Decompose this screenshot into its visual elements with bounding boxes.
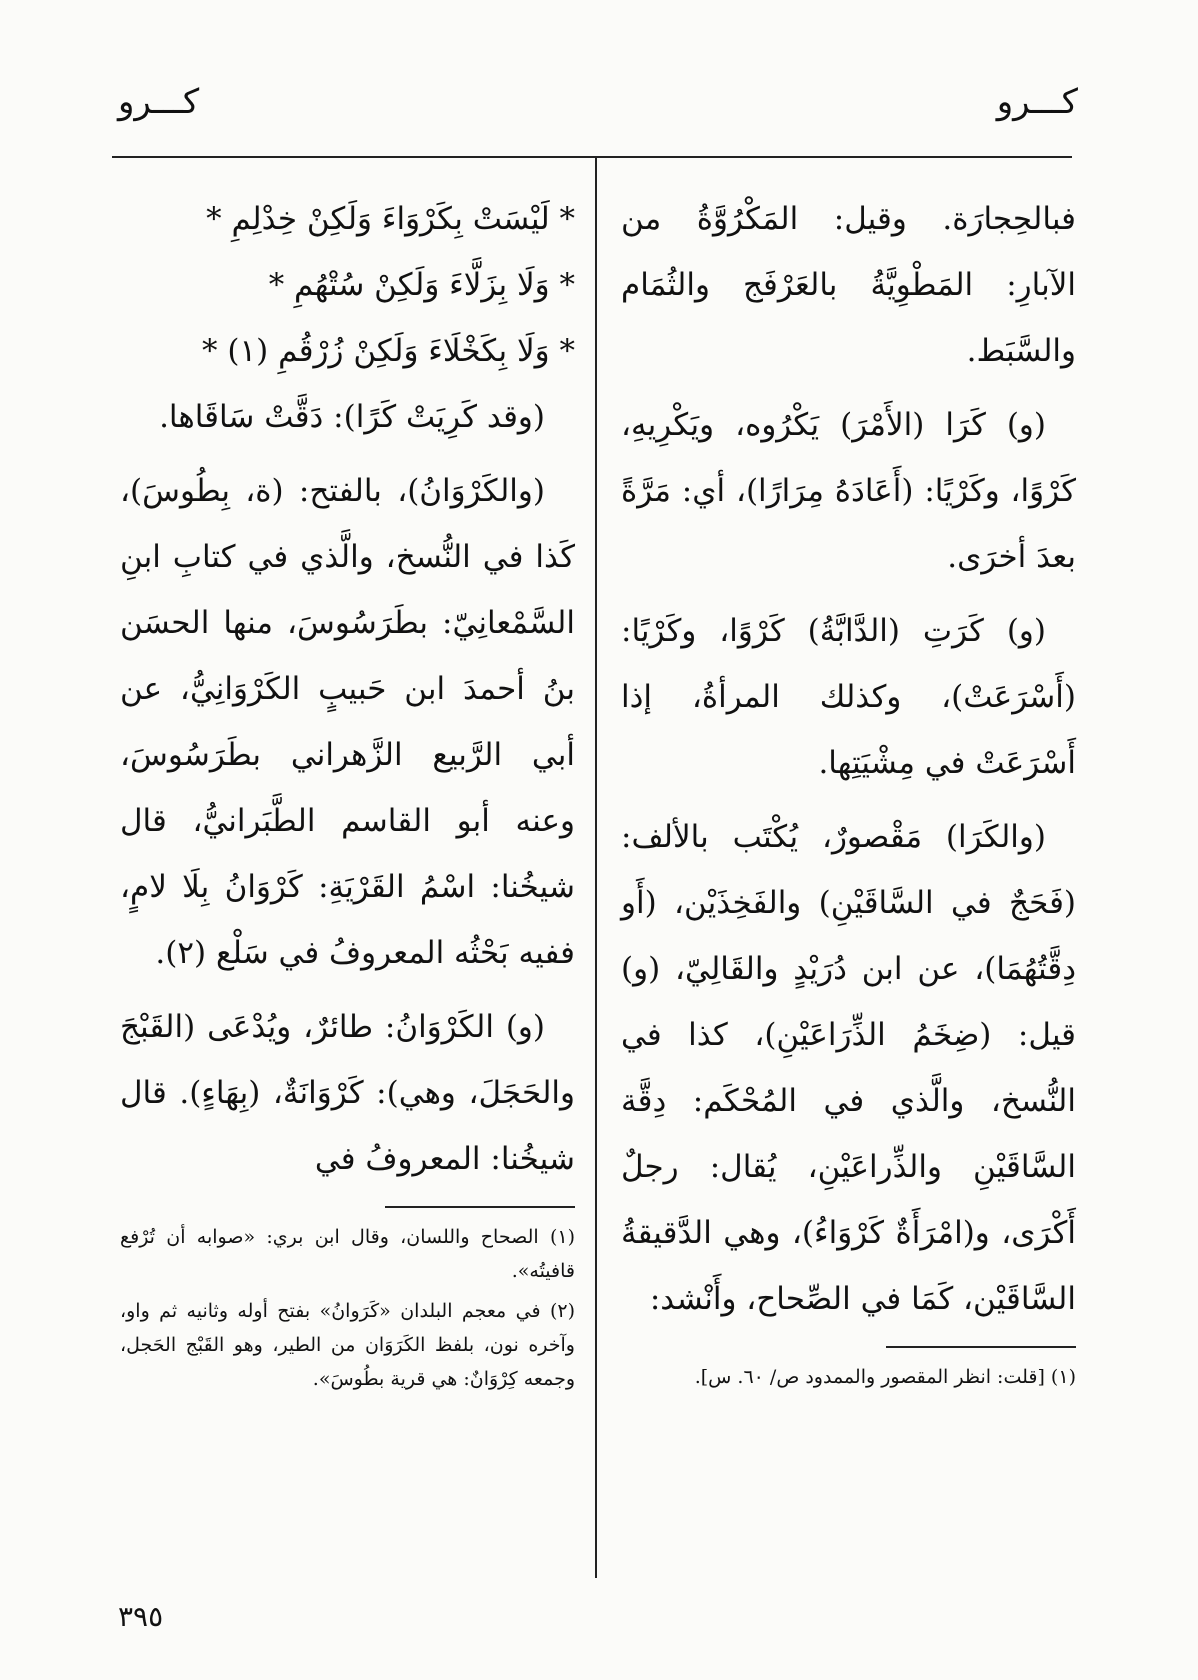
poem-verse: * وَلَا بِكَخْلَاءَ وَلَكِنْ زُرْقُمِ (١) *: [202, 333, 575, 369]
entry-paragraph: (و) كَرَتِ (الدَّابَّةُ) كَرْوًا، وكَرْيًا: (أَسْرَعَتْ)، وكذلك المرأةُ، إذا أَسْرَعَتْ في مِشْيَتِها.: [621, 613, 1076, 781]
footnote-rule: [385, 1206, 575, 1208]
entry-paragraph: (و) الكَرْوَانُ: طائرٌ، ويُدْعَى (القَبْجَ والحَجَلَ، وهي): كَرْوَانَةٌ، (بِهَاءٍ). قال شيخُنا: المعروفُ في: [120, 1009, 575, 1177]
poem-verse: * لَيْسَتْ بِكَرْوَاءَ وَلَكِنْ خِدْلِمِ *: [206, 201, 575, 237]
entry-paragraph: (وقد كَرِيَتْ كَرًا): دَقَّتْ سَاقَاها.: [159, 399, 545, 435]
footnote: (١) [قلت: انظر المقصور والممدود ص/ ٦٠. س].: [694, 1366, 1076, 1388]
page-number: ٣٩٥: [118, 1600, 164, 1633]
entry-paragraph: فبالحِجارَة. وقيل: المَكْرُوَّةُ من الآبارِ: المَطْوِيَّةُ بالعَرْفَج والثُمَام والسَّبَط.: [621, 201, 1076, 369]
column-divider: [595, 158, 597, 1578]
poem-verse: * وَلَا بِزَلَّاءَ وَلَكِنْ سُتْهُمِ *: [268, 267, 575, 303]
footnote: (١) الصحاح واللسان، وقال ابن بري: «صوابه أن تُرْفع قافيتُه».: [120, 1226, 575, 1282]
entry-paragraph: (والكَرَا) مَقْصورٌ، يُكْتَب بالألف: (فَحَجٌ في السَّاقَيْنِ) والفَخِذَيْن، (أَو دِقَّتُهُمَا)، عن ابن دُرَيْدٍ والقَالِيّ، (و) قيل: (ضِخَمُ الذِّرَاعَيْنِ)، كذا في النُّسخ، والَّذي في المُحْكَم: دِقَّة السَّاقَيْنِ والذِّراعَيْنِ، يُقال: رجلٌ أَكْرَى، و(امْرَأَةٌ كَرْوَاءُ)، وهي الدَّقيقةُ السَّاقَيْن، كَمَا في الصِّحاح، وأَنْشد:: [621, 819, 1076, 1317]
footnote-rule: [886, 1346, 1076, 1348]
header-rule: [112, 156, 1072, 158]
running-header-right: كـــرو: [996, 82, 1078, 122]
footnote: (٢) في معجم البلدان «كَرَوانُ» بفتح أوله وثانيه ثم واو، وآخره نون، بلفظ الكَرَوَان من الطير، وهو القَبْج الحَجل، وجمعه كِرْوَانٌ: هي قرية بطُوسَ».: [120, 1300, 575, 1390]
entry-paragraph: (والكَرْوَانُ)، بالفتح: (ة، بِطُوسَ)، كَذا في النُّسخ، والَّذي في كتابِ ابنِ السَّمْعانِيّ: بطَرَسُوسَ، منها الحسَن بنُ أحمدَ ابن حَبيبٍ الكَرْوَانِيُّ، عن أبي الرَّبيع الزَّهراني بطَرَسُوسَ، وعنه أبو القاسم الطَّبَرانيُّ، قال شيخُنا: اسْمُ القَرْيَةِ: كَرْوَانُ بِلَا لامٍ، ففيه بَحْثُه المعروفُ في سَلْع (٢).: [120, 473, 575, 971]
entry-paragraph: (و) كَرَا (الأَمْرَ) يَكْرُوه، ويَكْرِيهِ، كَرْوًا، وكَرْيًا: (أَعَادَهُ مِرَارًا)، أي: مَرَّةً بعدَ أخرَى.: [621, 407, 1076, 575]
left-column: [120, 186, 575, 1402]
right-column: [621, 186, 1076, 1400]
running-header-left: كـــرو: [118, 82, 200, 122]
